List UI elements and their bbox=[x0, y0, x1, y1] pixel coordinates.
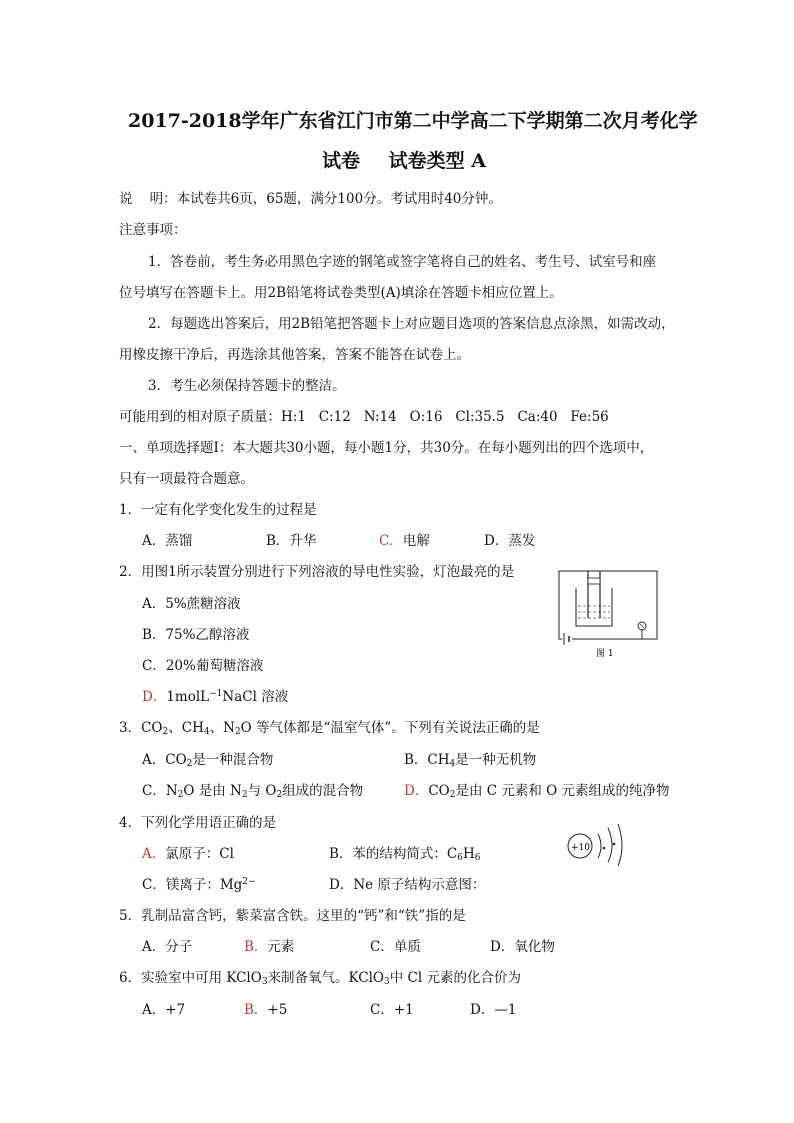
option-c: C．20%葡萄糖溶液 bbox=[142, 658, 264, 674]
option-c: C．电解 bbox=[379, 533, 430, 549]
section-heading: 一、单项选择题Ⅰ：本大题共30小题，每小题1分，共30分。在每小题列出的四个选项中， bbox=[119, 440, 654, 456]
attention-heading: 注意事项： bbox=[119, 222, 187, 238]
option-c: C．$N_2O$ 是由 $N_2$与 $O_2$组成的混合物 bbox=[142, 783, 364, 800]
option-a: A．5%蔗糖溶液 bbox=[142, 596, 241, 612]
option-a: A．氯原子：Cl bbox=[142, 846, 234, 862]
option-b: B．+5 bbox=[244, 1002, 288, 1018]
option-d: D．蒸发 bbox=[484, 533, 536, 549]
page-title-part: 试卷 bbox=[322, 150, 361, 172]
option-a: A．+7 bbox=[142, 1002, 186, 1018]
option-c: C．单质 bbox=[370, 939, 421, 955]
option-b: B．苯的结构简式：$C_6H_6$ bbox=[329, 846, 481, 863]
attention-line: 1．答卷前，考生务必用黑色字迹的钢笔或签字笔将自己的姓名、考生号、试室号和座 bbox=[148, 254, 657, 270]
option-d: D．—1 bbox=[470, 1002, 517, 1018]
question-stem: 6．实验室中可用 KClO$_3$来制备氧气。KClO$_3$中 Cl 元素的化合价为 bbox=[119, 970, 521, 987]
page-title-line2 bbox=[322, 146, 486, 173]
section-heading-cont: 只有一项最符合题意。 bbox=[119, 471, 254, 487]
note-line: 说 明：本试卷共6页，65题，满分100分。考试用时40分钟。 bbox=[119, 191, 502, 207]
option-d: D．Ne 原子结构示意图： bbox=[329, 877, 486, 893]
option-d: D．$CO_2$是由 C 元素和 O 元素组成的纯净物 bbox=[404, 783, 670, 800]
question-stem: 2．用图1所示装置分别进行下列溶液的导电性实验，灯泡最亮的是 bbox=[119, 564, 515, 580]
option-c: C．+1 bbox=[370, 1002, 414, 1018]
attention-line: 位号填写在答题卡上。用2B铅笔将试卷类型(A)填涂在答题卡相应位置上。 bbox=[119, 285, 563, 301]
option-b: B．元素 bbox=[244, 939, 295, 955]
question-stem: 1．一定有化学变化发生的过程是 bbox=[119, 502, 317, 518]
option-d: D．氧化物 bbox=[490, 939, 555, 955]
attention-line: 2．每题选出答案后，用2B铅笔把答题卡上对应题目选项的答案信息点涂黑，如需改动， bbox=[148, 316, 675, 332]
option-b: B．75%乙醇溶液 bbox=[142, 627, 250, 643]
attention-line: 3．考生必须保持答题卡的整洁。 bbox=[148, 378, 346, 394]
conductivity-apparatus-figure bbox=[554, 566, 662, 660]
figure-caption: 图 1 bbox=[596, 649, 614, 659]
option-a: A．$CO_2$是一种混合物 bbox=[142, 752, 274, 769]
option-b: B．$CH_4$是一种无机物 bbox=[404, 752, 537, 769]
atomic-masses: 可能用到的相对原子质量：H:1 C:12 N:14 O:16 Cl:35.5 Ca:40 Fe:56 bbox=[119, 409, 609, 425]
ne-atom-structure-diagram bbox=[562, 818, 632, 868]
question-stem: 3．$CO_2$、$CH_4$、$N_2O$ 等气体都是“温室气体”。下列有关说法正确的是 bbox=[119, 720, 540, 737]
attention-line: 用橡皮擦干净后，再选涂其他答案，答案不能答在试卷上。 bbox=[119, 347, 470, 363]
question-stem: 5．乳制品富含钙，紫菜富含铁。这里的“钙”和“铁”指的是 bbox=[119, 908, 466, 924]
option-a: A．蒸馏 bbox=[142, 533, 193, 549]
nucleus-charge: +10 bbox=[571, 843, 590, 853]
page-title: 2017-2018学年广东省江门市第二中学高二下学期第二次月考化学 bbox=[128, 110, 698, 132]
question-stem: 4．下列化学用语正确的是 bbox=[119, 815, 277, 831]
option-a: A．分子 bbox=[142, 939, 193, 955]
option-d: D．1molL$^{-1}$NaCl 溶液 bbox=[142, 689, 289, 705]
exam-type: 试卷类型 A bbox=[388, 150, 486, 172]
option-c: C．镁离子：$Mg^{2-}$ bbox=[142, 877, 256, 893]
option-b: B．升华 bbox=[266, 533, 317, 549]
